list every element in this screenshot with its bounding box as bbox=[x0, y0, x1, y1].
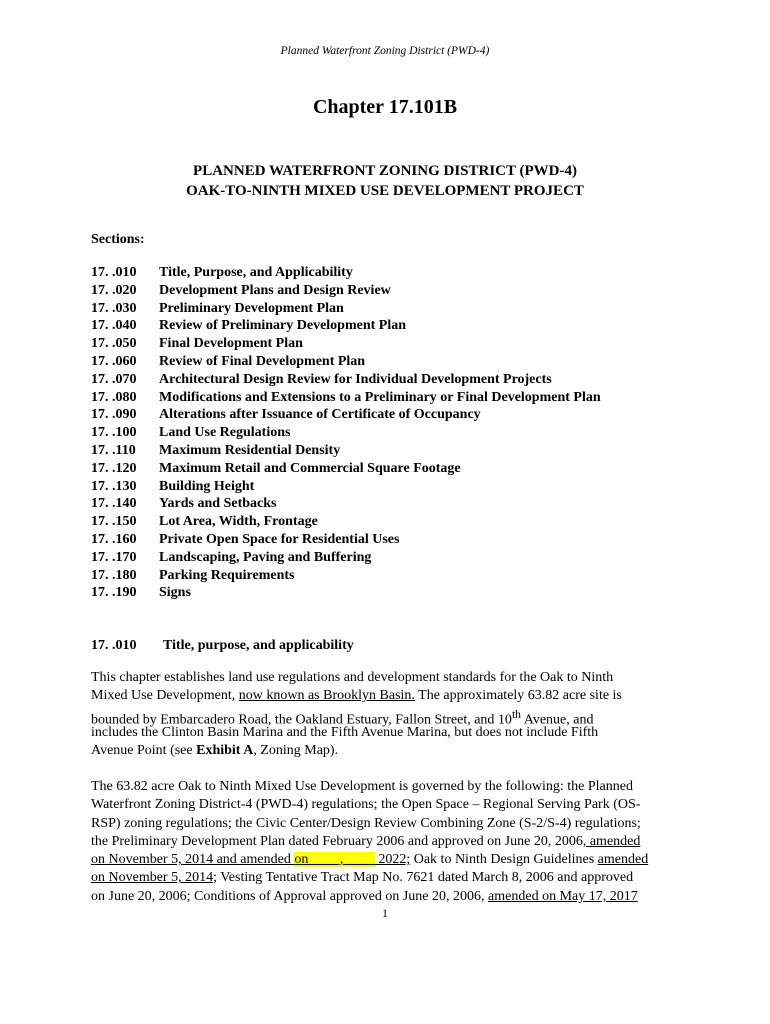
text-run: Avenue Point (see bbox=[91, 743, 197, 759]
inserted-text: amended bbox=[597, 852, 649, 868]
paragraph-line bbox=[91, 815, 691, 833]
toc-label: Building Height bbox=[159, 478, 255, 494]
text-run: bounded by Embarcadero Road, the Oakland Estuary, Fallon Street, and 10 bbox=[91, 712, 512, 728]
paragraph-line bbox=[91, 742, 691, 760]
toc-label: Review of Preliminary Development Plan bbox=[159, 318, 407, 334]
paragraph-line bbox=[91, 851, 691, 869]
toc-label: Modifications and Extensions to a Preliminary or Final Development Plan bbox=[159, 389, 601, 405]
sections-label: Sections: bbox=[91, 232, 145, 247]
text-run: RSP) zoning regulations; the Civic Center/Design Review Combining Zone (S-2/S-4) regulations; bbox=[91, 815, 641, 831]
toc-number: 17. .020 bbox=[91, 282, 137, 298]
toc-number: 17. .190 bbox=[91, 585, 137, 601]
paragraph-line bbox=[91, 724, 691, 742]
inserted-text: 2022; bbox=[374, 852, 411, 868]
toc-number: 17. .100 bbox=[91, 425, 137, 441]
toc-row bbox=[91, 406, 691, 424]
toc-label: Private Open Space for Residential Uses bbox=[159, 531, 400, 547]
toc-label: Maximum Residential Density bbox=[159, 442, 341, 458]
intro-paragraph bbox=[91, 669, 691, 760]
toc-number: 17. .050 bbox=[91, 336, 137, 352]
ordinal-suffix: th bbox=[511, 707, 522, 721]
inserted-text: on November 5, 2014 bbox=[91, 870, 214, 886]
toc-number: 17. .030 bbox=[91, 300, 137, 316]
text-run: , Zoning Map). bbox=[253, 743, 339, 759]
toc-label: Parking Requirements bbox=[159, 567, 295, 583]
toc-number: 17. .110 bbox=[91, 442, 136, 458]
section-number: 17. .010 bbox=[91, 638, 137, 653]
text-run: on June 20, 2006; Conditions of Approval approved on June 20, 2006, bbox=[91, 888, 489, 904]
toc-label: Alterations after Issuance of Certificate of Occupancy bbox=[159, 407, 481, 423]
toc-row bbox=[91, 531, 691, 549]
toc-row bbox=[91, 513, 691, 531]
toc-number: 17. .120 bbox=[91, 460, 137, 476]
section-heading bbox=[91, 638, 354, 654]
toc-label: Title, Purpose, and Applicability bbox=[159, 265, 353, 280]
paragraph-line bbox=[91, 706, 691, 728]
text-run: Oak to Ninth Design Guidelines bbox=[410, 852, 598, 868]
toc-label: Preliminary Development Plan bbox=[159, 300, 344, 316]
inserted-text: now known as Brooklyn Basin. bbox=[238, 688, 415, 704]
toc-row bbox=[91, 389, 691, 407]
toc-number: 17. .180 bbox=[91, 567, 137, 583]
governance-paragraph bbox=[91, 778, 691, 906]
inserted-text: amended on May 17, 2017 bbox=[488, 888, 638, 904]
toc-row bbox=[91, 371, 691, 389]
toc-number: 17. .060 bbox=[91, 353, 137, 369]
toc-row bbox=[91, 478, 691, 496]
text-run: Avenue, and bbox=[521, 712, 594, 728]
toc-label: Architectural Design Review for Individual Development Projects bbox=[159, 371, 552, 387]
toc-number: 17. .090 bbox=[91, 407, 137, 423]
text-run: The 63.82 acre Oak to Ninth Mixed Use Development is governed by the following: the Planned bbox=[91, 779, 633, 794]
toc-number: 17. .070 bbox=[91, 371, 137, 387]
toc-row bbox=[91, 424, 691, 442]
chapter-title: Chapter 17.101B bbox=[312, 96, 458, 118]
toc-row bbox=[91, 353, 691, 371]
text-run: includes the Clinton Basin Marina and the Fifth Avenue Marina, but does not include Fifth bbox=[91, 724, 599, 740]
text-run: the Preliminary Development Plan dated February 2006 and approved on June 20, 2006 bbox=[91, 833, 583, 849]
toc-label: Lot Area, Width, Frontage bbox=[159, 514, 318, 530]
toc-label: Review of Final Development Plan bbox=[159, 353, 366, 369]
district-title-line-2: OAK-TO-NINTH MIXED USE DEVELOPMENT PROJECT bbox=[186, 183, 584, 199]
toc-number: 17. .170 bbox=[91, 549, 137, 565]
paragraph-line bbox=[91, 888, 691, 906]
toc-label: Development Plans and Design Review bbox=[159, 282, 391, 298]
toc-row bbox=[91, 460, 691, 478]
toc-number: 17. .160 bbox=[91, 531, 137, 547]
text-run: ; Vesting Tentative Tract Map No. 7621 dated March 8, 2006 and approved bbox=[213, 870, 634, 886]
toc-row bbox=[91, 300, 691, 318]
toc-number: 17. .040 bbox=[91, 318, 137, 334]
toc-row bbox=[91, 264, 691, 282]
toc-number: 17. .080 bbox=[91, 389, 137, 405]
paragraph-line bbox=[91, 833, 691, 851]
page-number: 1 bbox=[382, 906, 388, 920]
inserted-text: on November 5, 2014 and amended bbox=[91, 852, 295, 868]
paragraph-line bbox=[91, 669, 691, 687]
running-header: Planned Waterfront Zoning District (PWD-4) bbox=[280, 45, 490, 57]
toc-number: 17. .010 bbox=[91, 265, 137, 280]
toc-row bbox=[91, 442, 691, 460]
toc-number: 17. .140 bbox=[91, 496, 137, 512]
toc-row bbox=[91, 584, 691, 602]
toc-number: 17. .150 bbox=[91, 514, 137, 530]
toc-row bbox=[91, 335, 691, 353]
toc-row bbox=[91, 567, 691, 585]
inserted-text: , amended bbox=[582, 833, 641, 849]
text-run: Waterfront Zoning District-4 (PWD-4) regulations; the Open Space – Regional Serving Park (OS- bbox=[91, 797, 641, 813]
toc-label: Signs bbox=[159, 585, 191, 601]
toc-label: Land Use Regulations bbox=[159, 425, 291, 441]
toc-label: Maximum Retail and Commercial Square Footage bbox=[159, 460, 461, 476]
text-run: This chapter establishes land use regulations and development standards for the Oak to Ninth bbox=[91, 670, 614, 685]
district-title bbox=[0, 161, 770, 201]
district-title-line-1: PLANNED WATERFRONT ZONING DISTRICT (PWD-4) bbox=[193, 163, 577, 179]
toc-label: Yards and Setbacks bbox=[159, 496, 277, 512]
highlighted-placeholder-date: on ____, ____ bbox=[294, 852, 375, 868]
toc-number: 17. .130 bbox=[91, 478, 137, 494]
section-heading-label: Title, purpose, and applicability bbox=[163, 638, 354, 653]
text-run: Mixed Use Development, bbox=[91, 688, 239, 704]
toc-row bbox=[91, 317, 691, 335]
paragraph-line bbox=[91, 796, 691, 814]
toc-label: Landscaping, Paving and Buffering bbox=[159, 549, 372, 565]
paragraph-line bbox=[91, 687, 691, 705]
text-run: The approximately 63.82 acre site is bbox=[414, 688, 622, 704]
paragraph-line bbox=[91, 869, 691, 887]
toc-row bbox=[91, 282, 691, 300]
paragraph-line bbox=[91, 778, 691, 796]
exhibit-reference: Exhibit A bbox=[196, 743, 254, 759]
sections-list bbox=[91, 264, 691, 602]
toc-label: Final Development Plan bbox=[159, 336, 303, 352]
toc-row bbox=[91, 495, 691, 513]
toc-row bbox=[91, 549, 691, 567]
